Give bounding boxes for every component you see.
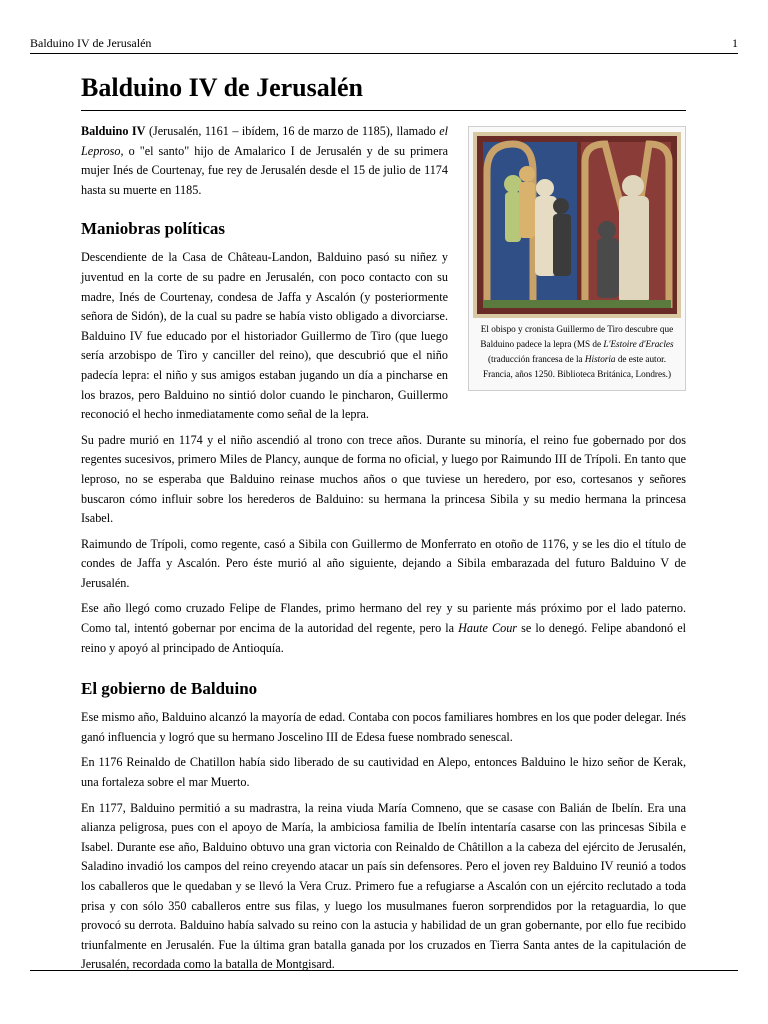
running-header-title: Balduino IV de Jerusalén [30, 36, 152, 50]
paragraph: En 1177, Balduino permitió a su madrastra, la reina viuda María Comneno, que se casase con Balián de Ibelín. Era una alianza peligrosa, pues con el apoyo de María, la ambiciosa familia de Ibelín intentaría casarse con las princesas Sibila e Isabel. Durante ese año, Balduino obtuvo una gran victoria con Reinaldo de Châtillon a la cabeza del ejército de Jerusalén, Saladino invadió los campos del reino creyendo atacar un país sin defensores. Pero el joven rey Balduino IV reunió a todos los caballeros que le quedaban y se llevó la Vera Cruz. Primero fue a refugiarse a Ascalón con un ejército reclutado a toda prisa y con sólo 350 caballeros entre sus filas, y luego los musulmanes fueron sorprendidos por la retaguardia, lo que provocó su derrota. Balduino había salvado su reino con la astucia y habilidad de un gran gobernante, por ello fue recibido triunfalmente en Jerusalén. Fue la última gran batalla ganada por los cruzados en Tierra Santa antes de la capitulación de Jerusalén, recordada como la batalla de Montgisard. [81, 800, 686, 972]
footer-rule [30, 970, 738, 971]
paragraph: En 1176 Reinaldo de Chatillon había sido liberado de su cautividad en Alepo, entonces Balduino le hizo señor de Kerak, una fortaleza sobre el mar Muerto. [81, 755, 686, 790]
section-heading-gobierno: El gobierno de Balduino [81, 679, 258, 699]
article-body [81, 122, 686, 981]
paragraph: Descendiente de la Casa de Château-Landon, Balduino pasó su niñez y juventud en la corte de su padre en Jerusalén, con poco contacto con su madre, Inés de Courtenay, condesa de Jaffa y Ascalón (y posteriormente señora de Sidón), de la cual su padre se había visto obligado a divorciarse. Balduino IV fue educado por el historiador Guillermo de Tiro (que luego sería arzobispo de Tiro y canciller del reino), que descubrió que el niño padecía lepra: el niño y sus amigos estaban jugando un día a pincharse en los brazos, pero Balduino no sintió dolor cuando le pincharon, Guillermo reconoció el hecho inmediatamente como señal de la lepra. [81, 250, 448, 422]
intro-paragraph: Balduino IV (Jerusalén, 1161 – ibídem, 16 de marzo de 1185), llamado el Leproso, o "el santo" hijo de Amalarico I de Jerusalén y de su primera mujer Inés de Courtenay, fue rey de Jerusalén desde el 15 de julio de 1174 hasta su muerte en 1185. [81, 124, 449, 197]
paragraph: Su padre murió en 1174 y el niño ascendió al trono con trece años. Durante su minoría, el reino fue gobernado por dos regentes sucesivos, primero Miles de Plancy, aunque de forma no oficial, y luego por Raimundo III de Trípoli. En tanto que leproso, no se esperaba que Balduino reinase muchos años o que tuviese un heredero, por eso, cortesanos y señores buscaron cómo influir sobre los herederos de Balduino: su hermana la princesa Sibila y su medio hermana la princesa Isabel. [81, 432, 686, 526]
section-heading-maniobras: Maniobras políticas [81, 219, 226, 239]
figure [468, 126, 686, 391]
subject-name: Balduino IV [81, 124, 146, 138]
page-number: 1 [732, 36, 738, 50]
running-header [30, 36, 738, 54]
page-title: Balduino IV de Jerusalén [81, 72, 686, 111]
paragraph: Ese mismo año, Balduino alcanzó la mayoría de edad. Contaba con pocos familiares hombres en los que poder delegar. Inés ganó influencia y logró que su hermano Joscelino III de Edesa fuese nombrado senescal. [81, 710, 686, 744]
epithet: el Leproso [81, 124, 449, 158]
figure-caption: El obispo y cronista Guillermo de Tiro descubre que Balduino padece la lepra (MS de L'Estoire d'Eracles (traducción francesa de la Historia de este autor. Francia, años 1250. Biblioteca Británica, Londres.) [480, 324, 674, 379]
paragraph: Ese año llegó como cruzado Felipe de Flandes, primo hermano del rey y su pariente más próximo por el lado paterno. Como tal, intentó gobernar por encima de la autoridad del regente, pero la Haute Cour se lo denegó. Felipe abandonó el reino y apoyó al principado de Antioquía. [81, 601, 686, 655]
manuscript-illumination [473, 132, 681, 318]
paragraph: Raimundo de Trípoli, como regente, casó a Sibila con Guillermo de Monferrato en otoño de 1176, y se les dio el título de condes de Jaffa y Ascalón. Pero éste murió al año siguiente, dejando a Sibila embarazada del futuro Balduino V de Jerusalén. [81, 536, 686, 590]
